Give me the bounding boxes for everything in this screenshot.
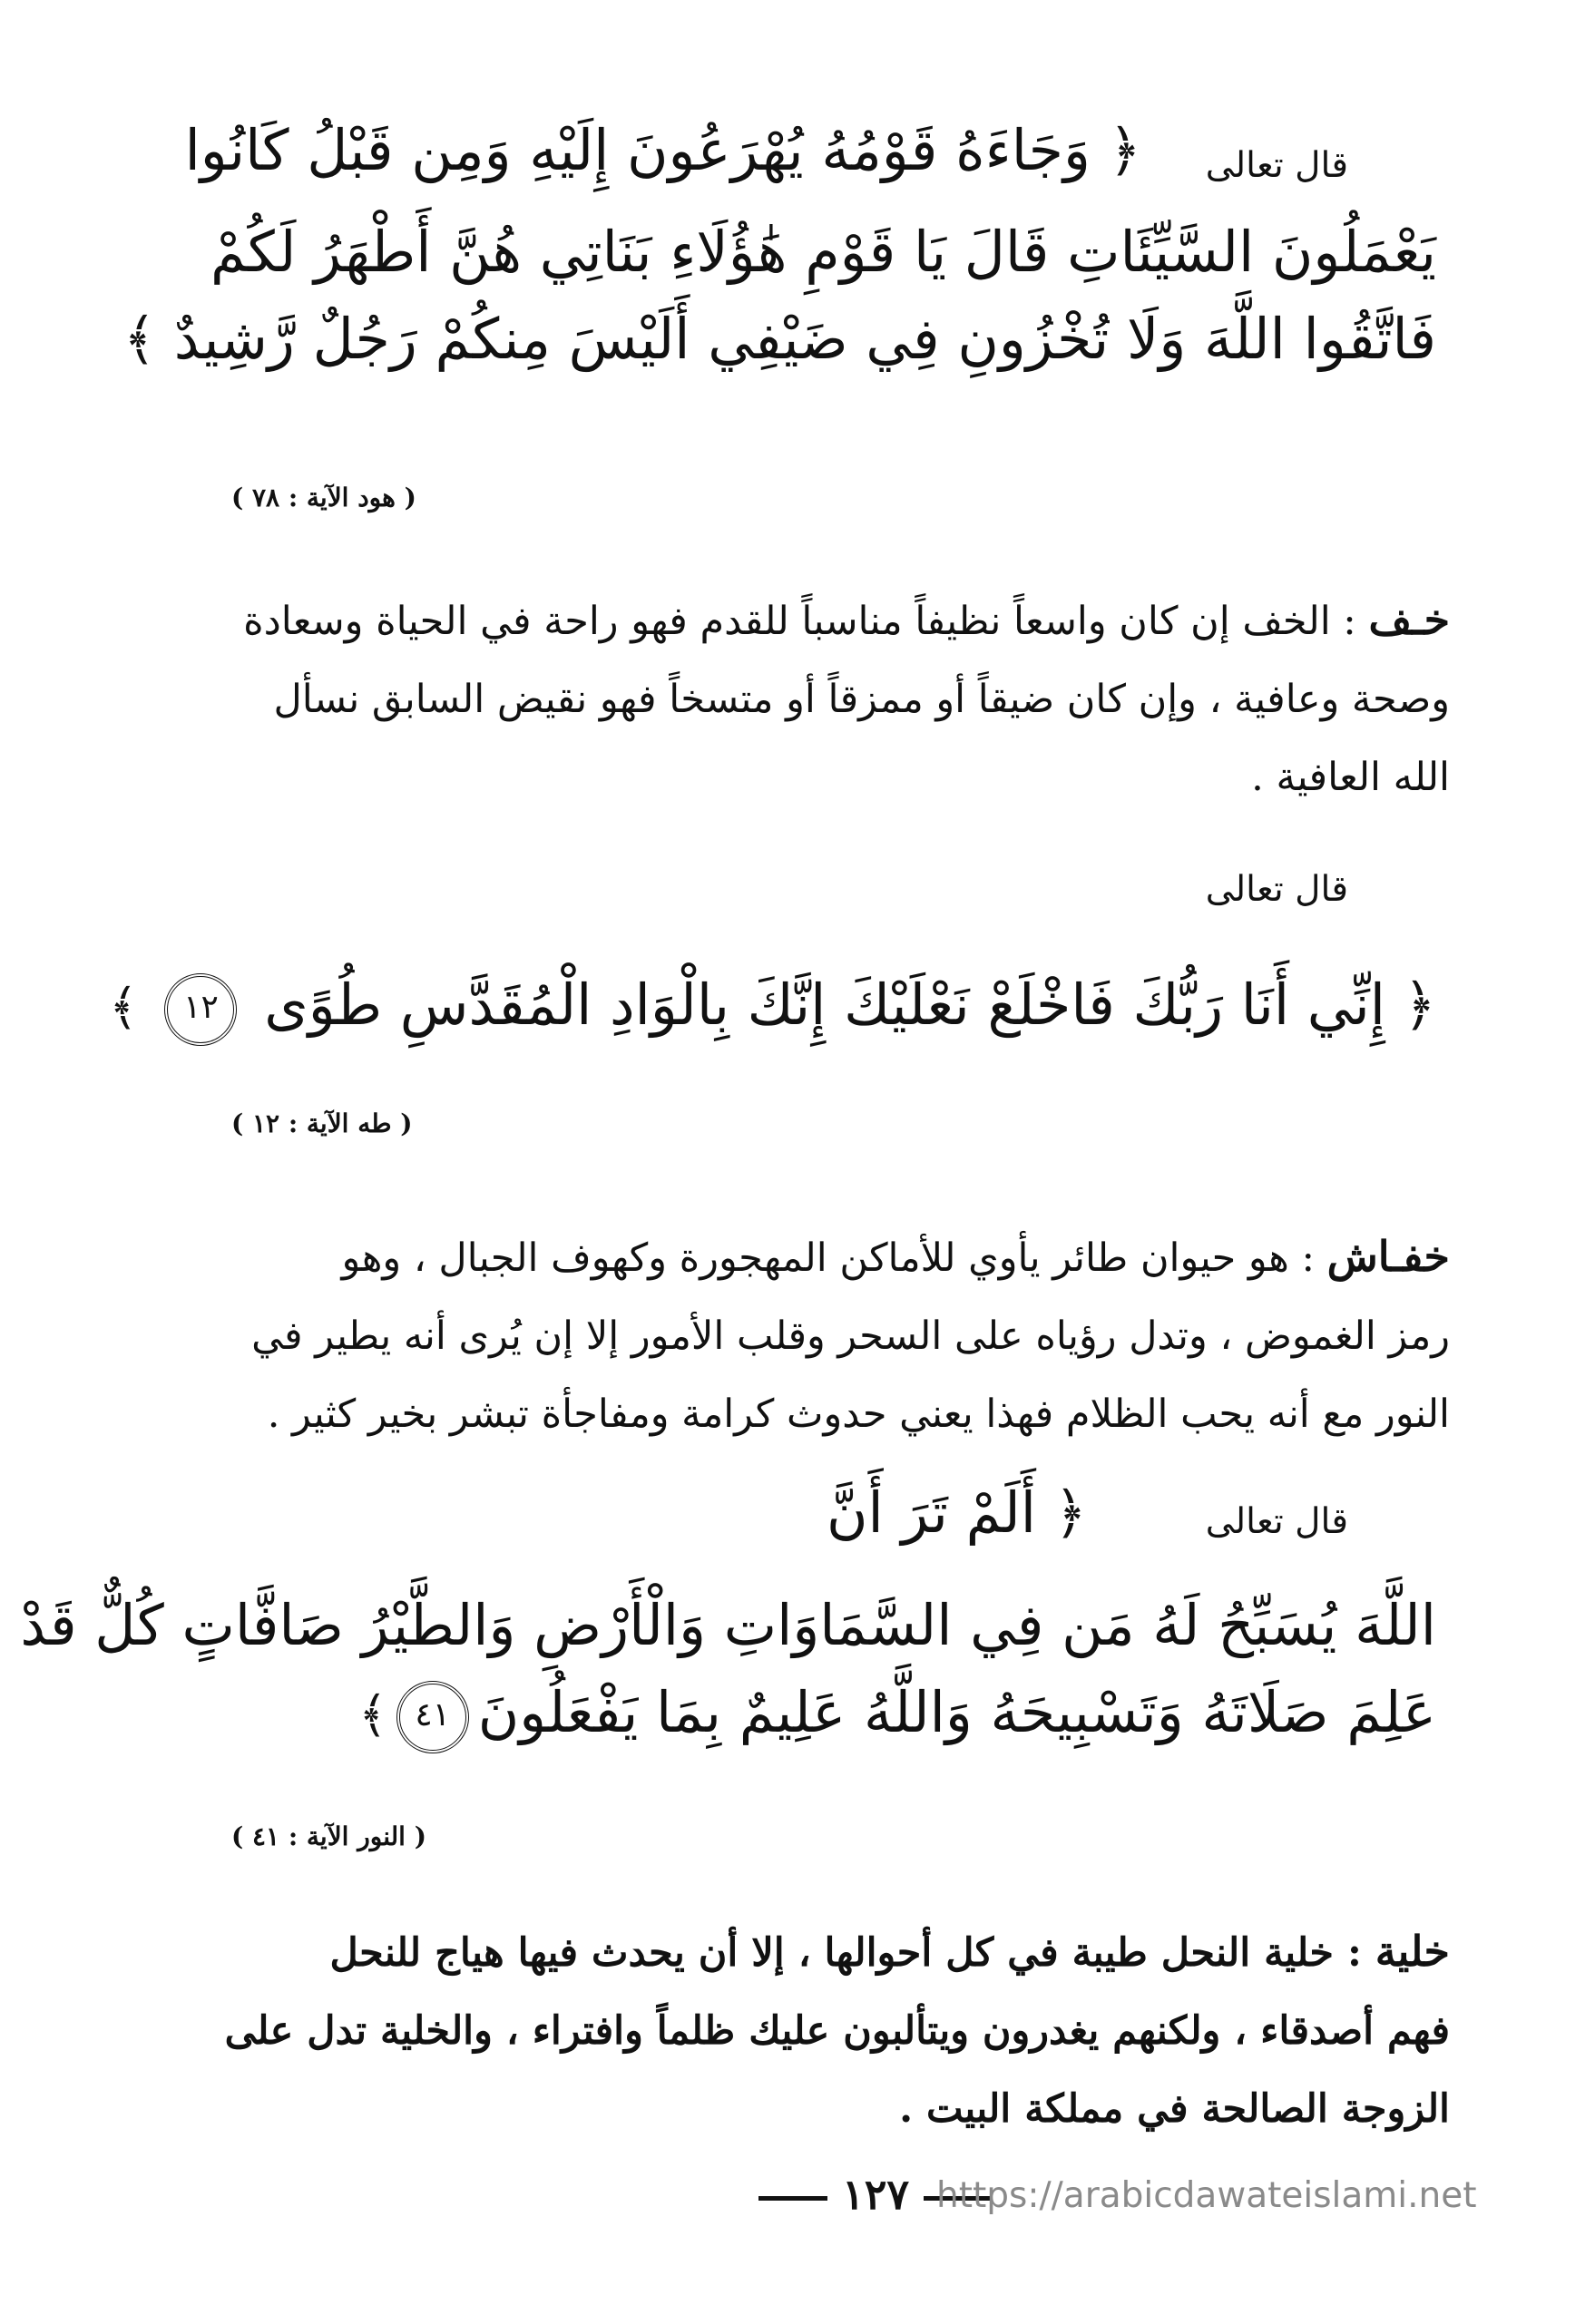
verse-line: ﴿ وَجَاءَهُ قَوْمُهُ يُهْرَعُونَ إِلَيْهِ وَمِن قَبْلُ كَانُوا [184,117,1141,183]
entry-text: : خلية النحل طيبة في كل أحوالها ، إلا أن يحدث فيها هياج للنحل [329,1930,1375,1976]
dictionary-entry [134,1217,1450,1453]
entry-line: فهم أصدقاء ، ولكنهم يغدرون ويتألبون عليك ظلماً وافتراء ، والخلية تدل على [224,2008,1450,2054]
entry-title: خلية [1375,1927,1450,1976]
entry-line: رمز الغموض ، وتدل رؤياه على السحر وقلب الأمور إلا إن يُرى أنه يطير في [251,1313,1450,1359]
dictionary-entry [134,1912,1450,2148]
dash-left [758,2196,827,2201]
ayah-number-badge: ٤١ [396,1681,469,1753]
verse-close-bracket: ﴾ [358,1686,387,1743]
verse-line [148,1669,1436,1759]
entry-line: النور مع أنه يحب الظلام فهذا يعني حدوث كرامة ومفاجأة تبشر بخير كثير . [267,1391,1450,1437]
quran-verse [109,962,1436,1051]
entry-line: الزوجة الصالحة في مملكة البيت . [899,2086,1450,2132]
verse-intro: قال تعالى [1205,145,1348,186]
entry-line: وصحة وعافية ، وإن كان ضيقاً أو ممزقاً أو متسخاً فهو نقيض السابق نسأل [273,677,1450,722]
verse-line: فَاتَّقُوا اللَّهَ وَلَا تُخْزُونِ فِي ضَيْفِي أَلَيْسَ مِنكُمْ رَجُلٌ رَّشِيدٌ ﴾ [122,306,1436,372]
quran-verse [20,1582,1436,1759]
verse-reference: ( طه الآية : ١٢ ) [231,1108,413,1138]
entry-text: : هو حيوان طائر يأوي للأماكن المهجورة وكهوف الجبال ، وهو [341,1235,1327,1281]
quran-verse [71,107,1141,194]
quran-verse [122,209,1436,383]
entry-title: خفـاش [1326,1232,1450,1281]
verse-intro: قال تعالى [1205,1501,1348,1542]
entry-line [134,581,1450,660]
verse-line: يَعْمَلُونَ السَّيِّئَاتِ قَالَ يَا قَوْمِ هَٰؤُلَاءِ بَنَاتِي هُنَّ أَطْهَرُ لَكُمْ [210,219,1436,285]
dictionary-entry [134,581,1450,816]
entry-line [134,1217,1450,1297]
verse-reference: ( النور الآية : ٤١ ) [231,1821,426,1851]
verse-reference: ( هود الآية : ٧٨ ) [231,483,416,513]
verse-line: اللَّهَ يُسَبِّحُ لَهُ مَن فِي السَّمَاوَاتِ وَالْأَرْضِ وَالطَّيْرُ صَافَّاتٍ كُلٌّ قَدْ [20,1592,1436,1658]
entry-line: الله العافية . [1251,755,1450,800]
watermark-url[interactable]: https://arabicdawateislami.net [936,2175,1477,2216]
verse-text: عَلِمَ صَلَاتَهُ وَتَسْبِيحَهُ وَاللَّهُ عَلِيمٌ بِمَا يَفْعَلُونَ [477,1679,1436,1745]
verse-line: ﴿ أَلَمْ تَرَ أَنَّ [826,1479,1087,1546]
entry-text: : الخف إن كان واسعاً نظيفاً مناسباً للقدم فهو راحة في الحياة وسعادة [243,599,1369,644]
verse-intro: قال تعالى [1205,869,1348,910]
entry-line [134,1912,1450,1992]
page-number-text: ١٢٧ [842,2170,910,2219]
verse-close-bracket: ﴾ [109,979,138,1036]
verse-line: ﴿ إِنِّي أَنَا رَبُّكَ فَاخْلَعْ نَعْلَيْكَ إِنَّكَ بِالْوَادِ الْمُقَدَّسِ طُوًى [264,972,1436,1038]
entry-title: خـف [1368,595,1450,644]
ayah-number-badge: ١٢ [164,973,237,1046]
quran-verse [361,1470,1087,1557]
